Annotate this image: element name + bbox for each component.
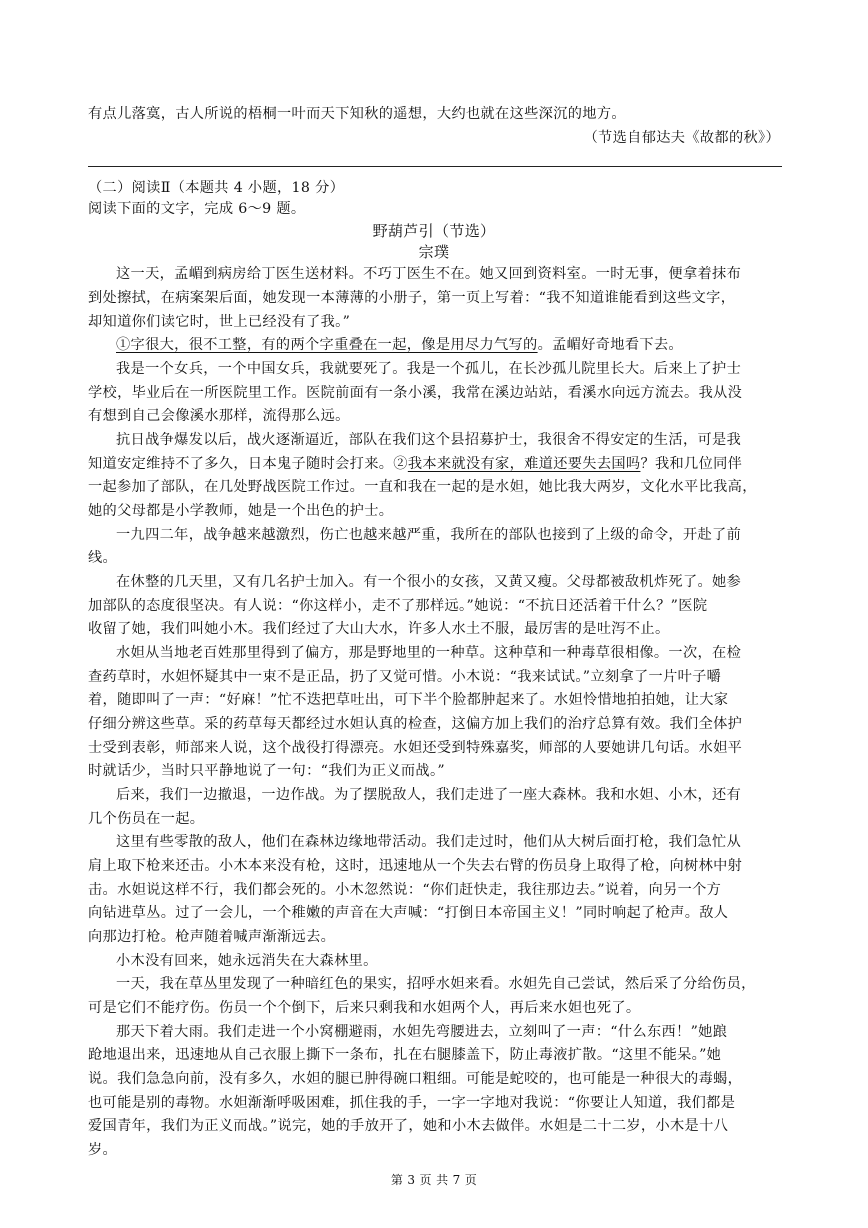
paragraph-line: 一九四二年，战争越来越激烈，伤亡也越来越严重，我所在的部队也接到了上级的命令，开赴了前: [116, 527, 742, 543]
paragraph-line: 也可能是别的毒物。水妲渐渐呼吸困难，抓住我的手，一字一字地对我说：“你要让人知道，我们都是: [88, 1095, 736, 1111]
source-citation: （节选自郁达夫《故都的秋》）: [583, 130, 780, 146]
paragraph-line: 几个伤员在一起。: [88, 811, 205, 827]
paragraph-line: 岁。: [88, 1142, 118, 1158]
paragraph-line: 说。我们急急向前，没有多久，水妲的腿已肿得碗口粗细。可能是蛇咬的，也可能是一种很大的毒蝎，: [88, 1071, 743, 1087]
paragraph-line: 士受到表彰，师部来人说，这个战役打得漂亮。水妲还受到特殊嘉奖，师部的人要她讲几句话。水妲平: [88, 740, 743, 756]
paragraph-line: 这里有些零散的敌人，他们在森林边缘地带活动。我们走过时，他们从大树后面打枪，我们急忙从: [116, 834, 742, 850]
paragraph-line: 查药草时，水妲怀疑其中一束不是正品，扔了又觉可惜。小木说：“我来试试。”立刻拿了一片叶子嚼: [88, 669, 722, 685]
continued-text-line: 有点儿落寞，古人所说的梧桐一叶而天下知秋的遥想，大约也就在这些深沉的地方。: [88, 106, 626, 122]
paragraph-line: 那天下着大雨。我们走进一个小窝棚避雨，水妲先弯腰进去，立刻叫了一声：“什么东西！”她踉: [116, 1024, 728, 1040]
paragraph-line: 我是一个女兵，一个中国女兵，我就要死了。我是一个孤儿，在长沙孤儿院里长大。后来上了护士: [116, 361, 742, 377]
paragraph-line: 小木没有回来，她永远消失在大森林里。: [116, 953, 378, 969]
paragraph-line: 加部队的态度很坚决。有人说：“你这样小，走不了那样远。”她说：“不抗日还活着干什么？”医院: [88, 598, 708, 614]
paragraph-line: 这一天，孟嵋到病房给丁医生送材料。不巧丁医生不在。她又回到资料室。一时无事，便拿着抹布: [116, 266, 742, 282]
paragraph-line: 着，随即叫了一声：“好麻！”忙不迭把草吐出，可下半个脸都肿起来了。水妲怜惜地拍拍她，让大家: [88, 692, 729, 708]
paragraph-line: 学校，毕业后在一所医院里工作。医院前面有一条小溪，我常在溪边站站，看溪水向远方流去。我从没: [88, 385, 743, 401]
sentence-part: 知道安定维持不了多久，日本鬼子随时会打来。②: [88, 456, 408, 472]
paragraph-line: 向那边打枪。枪声随着喊声渐渐远去。: [88, 929, 336, 945]
page-footer: 第 3 页 共 7 页: [390, 1173, 478, 1187]
sentence-rest: 。孟嵋好奇地看下去。: [537, 337, 683, 353]
paragraph-line: 爱国青年，我们为正义而战。”说完，她的手放开了，她和小木去做伴。水妲是二十二岁，小木是十八: [88, 1118, 729, 1134]
paragraph-line: [116, 335, 788, 355]
paragraph-line: 她的父母都是小学教师，她是一个出色的护士。: [88, 503, 394, 519]
paragraph-line: 肩上取下枪来还击。小木本来没有枪，这时，迅速地从一个失去右臂的伤员身上取得了枪，向树林中射: [88, 858, 743, 874]
paragraph-line: 跄地退出来，迅速地从自己衣服上撕下一条布，扎在右腿膝盖下，防止毒液扩散。“这里不能呆。”她: [88, 1047, 722, 1063]
paragraph-line: 一起参加了部队，在几处野战医院工作过。一直和我在一起的是水妲，她比我大两岁，文化水平比我高，: [88, 479, 757, 495]
underlined-sentence-1: ①字很大，很不工整，有的两个字重叠在一起，像是用尽力气写的: [116, 337, 538, 353]
paragraph-line: 到处擦拭，在病案架后面，她发现一本薄薄的小册子，第一页上写着：“我不知道谁能看到这些文字，: [88, 290, 736, 306]
paragraph-line: 后来，我们一边撤退，一边作战。为了摆脱敌人，我们走进了一座大森林。我和水妲、小木，还有: [116, 787, 742, 803]
paragraph-line: 收留了她，我们叫她小木。我们经过了大山大水，许多人水土不服，最厉害的是吐泻不止。: [88, 621, 670, 637]
article-title: 野葫芦引（节选）: [372, 222, 496, 240]
paragraph-line: [88, 454, 788, 474]
paragraph-line: 击。水妲说这样不行，我们都会死的。小木忽然说：“你们赶快走，我往那边去。”说着，向另一个方: [88, 882, 722, 898]
section-divider: [88, 166, 782, 167]
sentence-part: ？我和几位同伴: [640, 456, 743, 472]
paragraph-line: 线。: [88, 550, 118, 566]
paragraph-line: 一天，我在草丛里发现了一种暗红色的果实，招呼水妲来看。水妲先自己尝试，然后采了分给伤员，: [116, 976, 756, 992]
paragraph-line: 时就话少，当时只平静地说了一句：“我们为正义而战。”: [88, 763, 446, 779]
paragraph-line: 有想到自己会像溪水那样，流得那么远。: [88, 408, 350, 424]
paragraph-line: 在休整的几天里，又有几名护士加入。有一个很小的女孩，又黄又瘦。父母都被敌机炸死了。她参: [116, 574, 742, 590]
paragraph-line: 却知道你们读它时，世上已经没有了我。”: [88, 314, 351, 330]
paragraph-line: 抗日战争爆发以后，战火逐渐逼近，部队在我们这个县招募护士，我很舍不得安定的生活，可是我: [116, 432, 742, 448]
paragraph-line: 仔细分辨这些草。采的药草每天都经过水妲认真的检查，这偏方加上我们的治疗总算有效。我们全体护: [88, 716, 743, 732]
section-instruction: 阅读下面的文字，完成 6～9 题。: [88, 201, 306, 217]
paragraph-line: 向钻进草丛。过了一会儿，一个稚嫩的声音在大声喊：“打倒日本帝国主义！”同时响起了枪声。敌人: [88, 905, 729, 921]
underlined-sentence-2: 我本来就没有家，难道还要失去国吗: [407, 456, 641, 472]
paragraph-line: 水妲从当地老百姓那里得到了偏方，那是野地里的一种草。这种草和一种毒草很相像。一次，在检: [116, 645, 742, 661]
paragraph-line: 可是它们不能疗伤。伤员一个个倒下，后来只剩我和水妲两个人，再后来水妲也死了。: [88, 1000, 641, 1016]
article-author: 宗璞: [418, 243, 450, 261]
section-heading: （二）阅读Ⅱ（本题共 4 小题，18 分）: [88, 180, 345, 196]
